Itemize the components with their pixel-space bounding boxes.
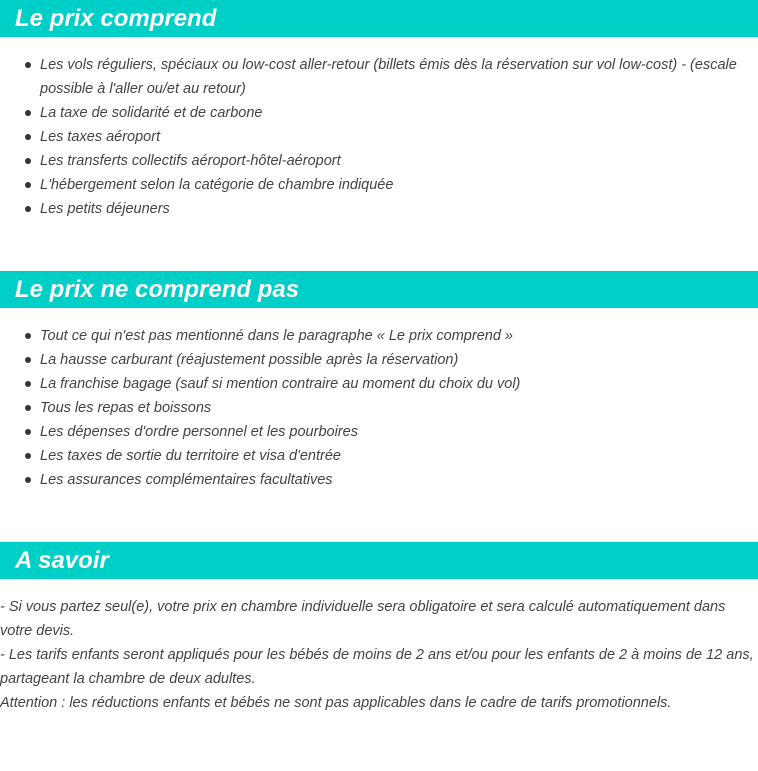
info-warning: Attention : les réductions enfants et bébés ne sont pas applicables dans le cadre de tarifs promotionnels. xyxy=(0,695,672,711)
excluded-list xyxy=(0,324,758,492)
info-section-title: A savoir xyxy=(0,542,758,579)
list-item: Les assurances complémentaires facultatives xyxy=(0,468,758,492)
included-list xyxy=(0,53,758,221)
list-item: Les taxes de sortie du territoire et visa d'entrée xyxy=(0,444,758,468)
list-item: L'hébergement selon la catégorie de chambre indiquée xyxy=(0,173,758,197)
list-item: La hausse carburant (réajustement possible après la réservation) xyxy=(0,348,758,372)
excluded-section-title: Le prix ne comprend pas xyxy=(0,271,758,308)
list-item: La taxe de solidarité et de carbone xyxy=(0,101,758,125)
list-item: Tous les repas et boissons xyxy=(0,396,758,420)
list-item: Les petits déjeuners xyxy=(0,197,758,221)
list-item: La franchise bagage (sauf si mention contraire au moment du choix du vol) xyxy=(0,372,758,396)
list-item: Les dépenses d'ordre personnel et les pourboires xyxy=(0,420,758,444)
info-note: - Les tarifs enfants seront appliqués pour les bébés de moins de 2 ans et/ou pour les enfants de 2 à moins de 12 ans, partageant la chambre de deux adultes. xyxy=(0,647,754,687)
list-item: Les vols réguliers, spéciaux ou low-cost aller-retour (billets émis dès la réservation sur vol low-cost) - (escale possible à l'aller ou/et au retour) xyxy=(0,53,758,101)
list-item: Tout ce qui n'est pas mentionné dans le paragraphe « Le prix comprend » xyxy=(0,324,758,348)
included-section-title: Le prix comprend xyxy=(0,0,758,37)
list-item: Les taxes aéroport xyxy=(0,125,758,149)
info-notes xyxy=(0,595,755,715)
info-note: - Si vous partez seul(e), votre prix en chambre individuelle sera obligatoire et sera calculé automatiquement dans votre devis. xyxy=(0,599,726,639)
list-item: Les transferts collectifs aéroport-hôtel-aéroport xyxy=(0,149,758,173)
